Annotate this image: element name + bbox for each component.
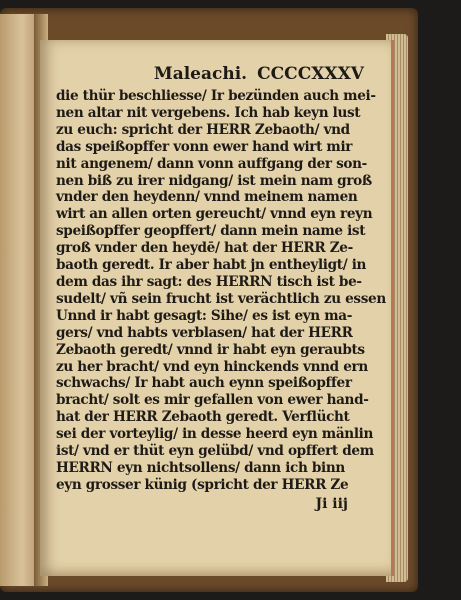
text-line: groß vnder den heydē/ hat der HERR Ze- [56, 240, 353, 257]
text-line: schwachs/ Ir habt auch eynn speißopffer [56, 375, 352, 392]
text-line: eyn grosser künig (spricht der HERR Ze [56, 476, 349, 493]
text-line: dem das ihr sagt: des HERRN tisch ist be- [56, 273, 362, 290]
text-line: ist/ vnd er thüt eyn gelübd/ vnd opffert dem [56, 443, 374, 460]
text-line: nen altar nit vergebens. Ich hab keyn lust [56, 104, 361, 121]
text-line: HERRN eyn nichtsollens/ dann ich binn [56, 459, 345, 476]
text-line: nen biß zu irer nidgang/ ist mein nam groß [56, 172, 372, 189]
text-line: Unnd ir habt gesagt: Sihe/ es ist eyn ma- [56, 307, 352, 324]
text-line: baoth geredt. Ir aber habt jn entheyligt/ in [56, 257, 367, 274]
text-line: sudelt/ vñ sein frucht ist verächtlich zu essen [56, 290, 386, 307]
text-line: speißopffer geopffert/ dann mein name ist [56, 223, 366, 240]
text-line: sei der vorteylig/ in desse heerd eyn mänlin [56, 426, 373, 443]
text-line: vnder den heydenn/ vnnd meinem namen [56, 189, 358, 206]
running-header [56, 64, 368, 84]
text-line: hat der HERR Zebaoth geredt. Verflücht [56, 409, 350, 426]
text-line: nit angenem/ dann vonn auffgang der son- [56, 155, 367, 172]
signature-mark: Ji iij [315, 495, 348, 512]
text-line: gers/ vnd habts verblasen/ hat der HERR [56, 324, 353, 341]
text-line: Zebaoth geredt/ vnnd ir habt eyn geraubts [56, 341, 365, 358]
folio-number: CCCCXXXV [257, 64, 364, 84]
page-text-block [56, 64, 386, 512]
text-line: zu her bracht/ vnd eyn hinckends vnnd ern [56, 358, 368, 375]
text-line: bracht/ solt es mir gefallen von ewer hand- [56, 392, 369, 409]
header-title: Maleachi. [153, 64, 248, 84]
text-line: wirt an allen orten gereucht/ vnnd eyn reyn [56, 206, 373, 223]
text-line: die thür beschliesse/ Ir bezünden auch mei- [56, 88, 376, 104]
text-line: zu euch: spricht der HERR Zebaoth/ vnd [56, 121, 350, 138]
text-line: das speißopffer vonn ewer hand wirt mir [56, 138, 353, 155]
